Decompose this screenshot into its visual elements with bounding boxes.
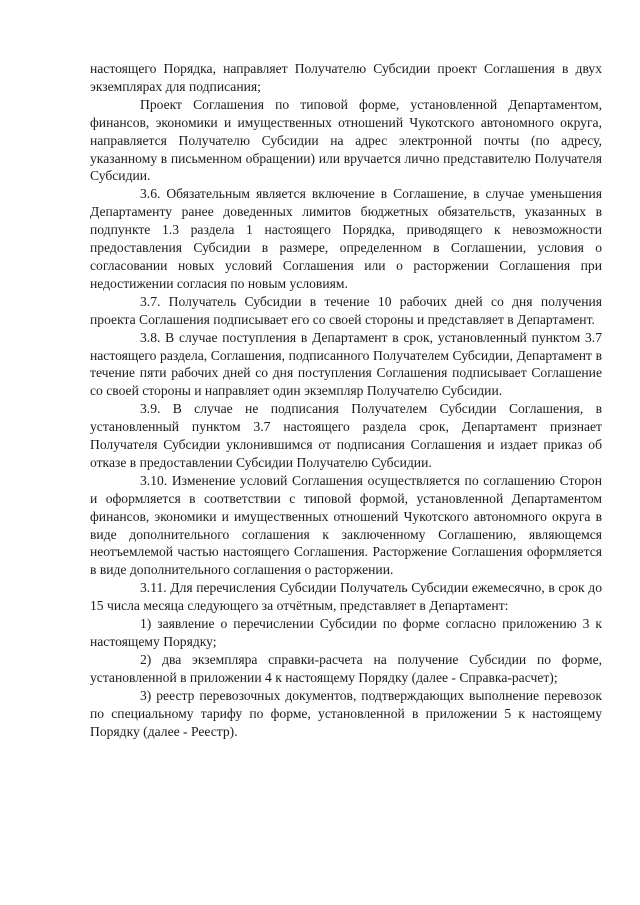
paragraph-3-6: 3.6. Обязательным является включение в Соглашение, в случае уменьшения Департаменту ранее доведенных лимитов бюджетных обязательств, указанных в подпункте 1.3 раздела 1 настоящего Порядка, приводящего к невозможности предоставления Субсидии в размере, определенном в Соглашении, условия о согласовании новых условий Соглашения или о расторжении Соглашения при недостижении согласия по новым условиям.	[90, 186, 602, 291]
document-page	[90, 60, 602, 740]
paragraph-3-9: 3.9. В случае не подписания Получателем Субсидии Соглашения, в установленный пунктом 3.7 настоящего раздела срок, Департамент признает Получателя Субсидии уклонившимся от подписания Соглашения и издает приказ об отказе в предоставлении Субсидии Получателю Субсидии.	[90, 401, 602, 470]
paragraph-3-11: 3.11. Для перечисления Субсидии Получатель Субсидии ежемесячно, в срок до 15 числа месяца следующего за отчётным, представляет в Департамент:	[90, 580, 602, 614]
paragraph-continuation: настоящего Порядка, направляет Получателю Субсидии проект Соглашения в двух экземплярах для подписания;	[90, 61, 602, 94]
list-item-3: 3) реестр перевозочных документов, подтверждающих выполнение перевозок по специальному тарифу по форме, установленной в приложении 5 к настоящему Порядку (далее - Реестр).	[90, 687, 602, 739]
paragraph-agreement-form: Проект Соглашения по типовой форме, установленной Департаментом, финансов, экономики и имущественных отношений Чукотского автономного округа, направляется Получателю Субсидии на адрес электронной почты (по адресу, указанному в письменном обращении) или вручается лично представителю Получателя Субсидии.	[90, 96, 602, 184]
paragraph-3-8: 3.8. В случае поступления в Департамент в срок, установленный пунктом 3.7 настоящего раздела, Соглашения, подписанного Получателем Субсидии, Департамент в течение пяти рабочих дней со дня поступления Соглашения подписывает Соглашение со своей стороны и направляет один экземпляр Получателю Субсидии.	[90, 329, 602, 399]
paragraph-3-10: 3.10. Изменение условий Соглашения осуществляется по соглашению Сторон и оформляется в соответствии с типовой формой, установленной Департаментом финансов, экономики и имущественных отношений Чукотского автономного округа в виде дополнительного соглашения к заключенному Соглашению, являющемся неотъемлемой частью настоящего Соглашения. Расторжение Соглашения оформляется в виде дополнительного соглашения о расторжении.	[90, 472, 602, 578]
list-item-1: 1) заявление о перечислении Субсидии по форме согласно приложению 3 к настоящему Порядку;	[90, 616, 602, 649]
list-item-2: 2) два экземпляра справки-расчета на получение Субсидии по форме, установленной в приложении 4 к настоящему Порядку (далее - Справка-расчет);	[90, 651, 602, 685]
paragraph-3-7: 3.7. Получатель Субсидии в течение 10 рабочих дней со дня получения проекта Соглашения подписывает его со своей стороны и представляет в Департамент.	[90, 293, 602, 327]
